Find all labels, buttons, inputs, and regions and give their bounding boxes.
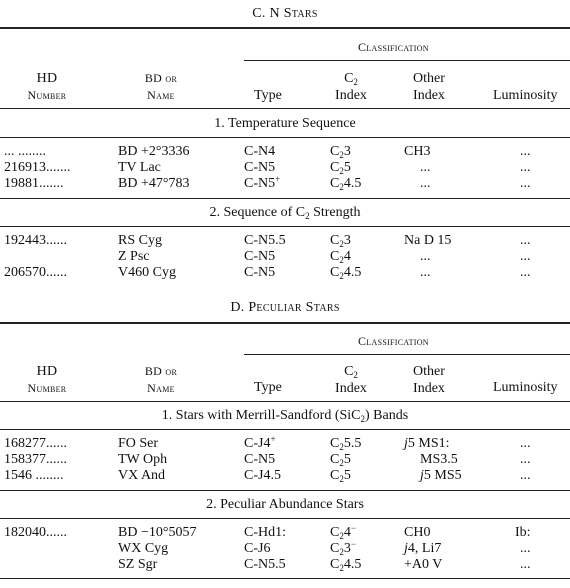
type-value: C-N5 — [244, 452, 276, 467]
col-hd-number: HD Number — [27, 71, 67, 102]
star-name: FO Ser — [118, 436, 159, 451]
type-value: C-J6 — [244, 541, 271, 556]
star-name: BD +2°3336 — [118, 144, 190, 159]
hd-number: 168277...... — [4, 436, 67, 451]
c2-value: $C_25$ — [330, 468, 351, 484]
star-name: WX Cyg — [118, 541, 169, 556]
col-luminosity: Luminosity — [493, 88, 558, 103]
c2-value: $C_23^-$ — [330, 539, 356, 557]
c2-value: $C_25$ — [330, 452, 351, 468]
luminosity-value: ... — [520, 249, 531, 264]
luminosity-value: ... — [520, 436, 531, 451]
hd-number: 192443...... — [4, 233, 67, 248]
type-value: C-J4.5 — [244, 468, 281, 483]
top-double-rule — [0, 27, 570, 29]
d-col-luminosity: Luminosity — [493, 380, 558, 395]
luminosity-value: Ib: — [515, 525, 531, 540]
header-bottom-rule — [0, 108, 570, 109]
group1-rule — [0, 137, 570, 138]
luminosity-value: ... — [520, 541, 531, 556]
hd-number: 182040...... — [4, 525, 67, 540]
luminosity-value: ... — [520, 468, 531, 483]
d-col-type: Type — [254, 380, 282, 395]
c2-value: $C_24^-$ — [330, 523, 356, 541]
other-index: ... — [420, 249, 431, 264]
group2-top-rule — [0, 198, 570, 199]
col-type: Type — [254, 88, 282, 103]
luminosity-value: ... — [520, 265, 531, 280]
type-value: C-J4+ — [244, 434, 276, 451]
c2-value: $C_25.5$ — [330, 436, 362, 452]
hd-number: 1546 ........ — [4, 468, 64, 483]
c2-value: $C_24.5$ — [330, 265, 362, 281]
star-name: VX And — [118, 468, 166, 483]
col-c2-index: $C_2$ Index — [335, 71, 367, 103]
other-index: Na D 15 — [404, 233, 452, 248]
luminosity-value: ... — [520, 233, 531, 248]
section-d-title: D. Peculiar Stars — [230, 300, 340, 315]
luminosity-value: ... — [520, 452, 531, 467]
type-value: C-N5.5 — [244, 233, 286, 248]
group-c2-strength: 2. Sequence of $C_2$ Strength — [209, 205, 361, 221]
col-bd-name: BD or Name — [144, 71, 178, 102]
d-group2-top-rule — [0, 490, 570, 491]
c2-value: $C_24$ — [330, 249, 351, 265]
c2-value: $C_24.5$ — [330, 557, 362, 573]
other-index: j5 MS5 — [420, 468, 462, 483]
other-index: j5 MS1: — [404, 436, 450, 451]
other-index: j4, Li7 — [404, 541, 442, 556]
type-value: C-Hd1: — [244, 525, 286, 540]
c2-value: $C_23$ — [330, 233, 351, 249]
type-value: C-N5+ — [244, 174, 281, 191]
classification-heading: Classification — [358, 40, 429, 54]
c2-value: $C_25$ — [330, 160, 351, 176]
hd-number: ... ........ — [4, 144, 46, 159]
star-name: Z Psc — [118, 249, 150, 264]
d-bottom-rule — [0, 578, 570, 579]
luminosity-value: ... — [520, 176, 531, 191]
type-value: C-N5 — [244, 160, 276, 175]
group-peculiar-abundance: 2. Peculiar Abundance Stars — [206, 497, 364, 512]
d-header-bottom-rule — [0, 401, 570, 402]
luminosity-value: ... — [520, 144, 531, 159]
star-name: RS Cyg — [118, 233, 162, 248]
star-name: TV Lac — [118, 160, 161, 175]
hd-number: 216913....... — [4, 160, 71, 175]
col-other-index: Other Index — [413, 71, 445, 103]
d-classification-rule — [244, 354, 570, 355]
other-index: +A0 V — [404, 557, 443, 572]
group-temperature-sequence: 1. Temperature Sequence — [214, 116, 356, 131]
luminosity-value: ... — [520, 557, 531, 572]
d-col-c2-index: $C_2$ Index — [335, 364, 367, 396]
type-value: C-N4 — [244, 144, 276, 159]
star-name: BD +47°783 — [118, 176, 190, 191]
type-value: C-N5 — [244, 249, 276, 264]
other-index: CH0 — [404, 525, 431, 540]
hd-number: 158377...... — [4, 452, 67, 467]
other-index: ... — [420, 265, 431, 280]
other-index: ... — [420, 176, 431, 191]
other-index: CH3 — [404, 144, 431, 159]
d-col-bd-name: BD or Name — [144, 364, 178, 395]
type-value: C-N5.5 — [244, 557, 286, 572]
hd-number: 206570...... — [4, 265, 67, 280]
star-name: SZ Sgr — [118, 557, 158, 572]
d-group2-rule — [0, 518, 570, 519]
group-merrill-sandford: 1. Stars with Merrill-Sandford (SiC$_2$) Bands — [161, 408, 409, 424]
d-group1-rule — [0, 429, 570, 430]
star-name: TW Oph — [118, 452, 168, 467]
d-top-double-rule — [0, 322, 570, 324]
section-c-title: C. N Stars — [252, 6, 318, 21]
other-index: MS3.5 — [420, 452, 458, 467]
c2-value: $C_23$ — [330, 144, 351, 160]
type-value: C-N5 — [244, 265, 276, 280]
other-index: ... — [420, 160, 431, 175]
d-col-other-index: Other Index — [413, 364, 445, 396]
c2-value: $C_24.5$ — [330, 176, 362, 192]
luminosity-value: ... — [520, 160, 531, 175]
group2-rule — [0, 226, 570, 227]
classification-rule — [244, 60, 570, 61]
d-col-hd-number: HD Number — [27, 364, 67, 395]
hd-number: 19881....... — [4, 176, 64, 191]
d-classification-heading: Classification — [358, 334, 429, 348]
star-name: BD −10°5057 — [118, 525, 197, 540]
star-name: V460 Cyg — [118, 265, 176, 280]
